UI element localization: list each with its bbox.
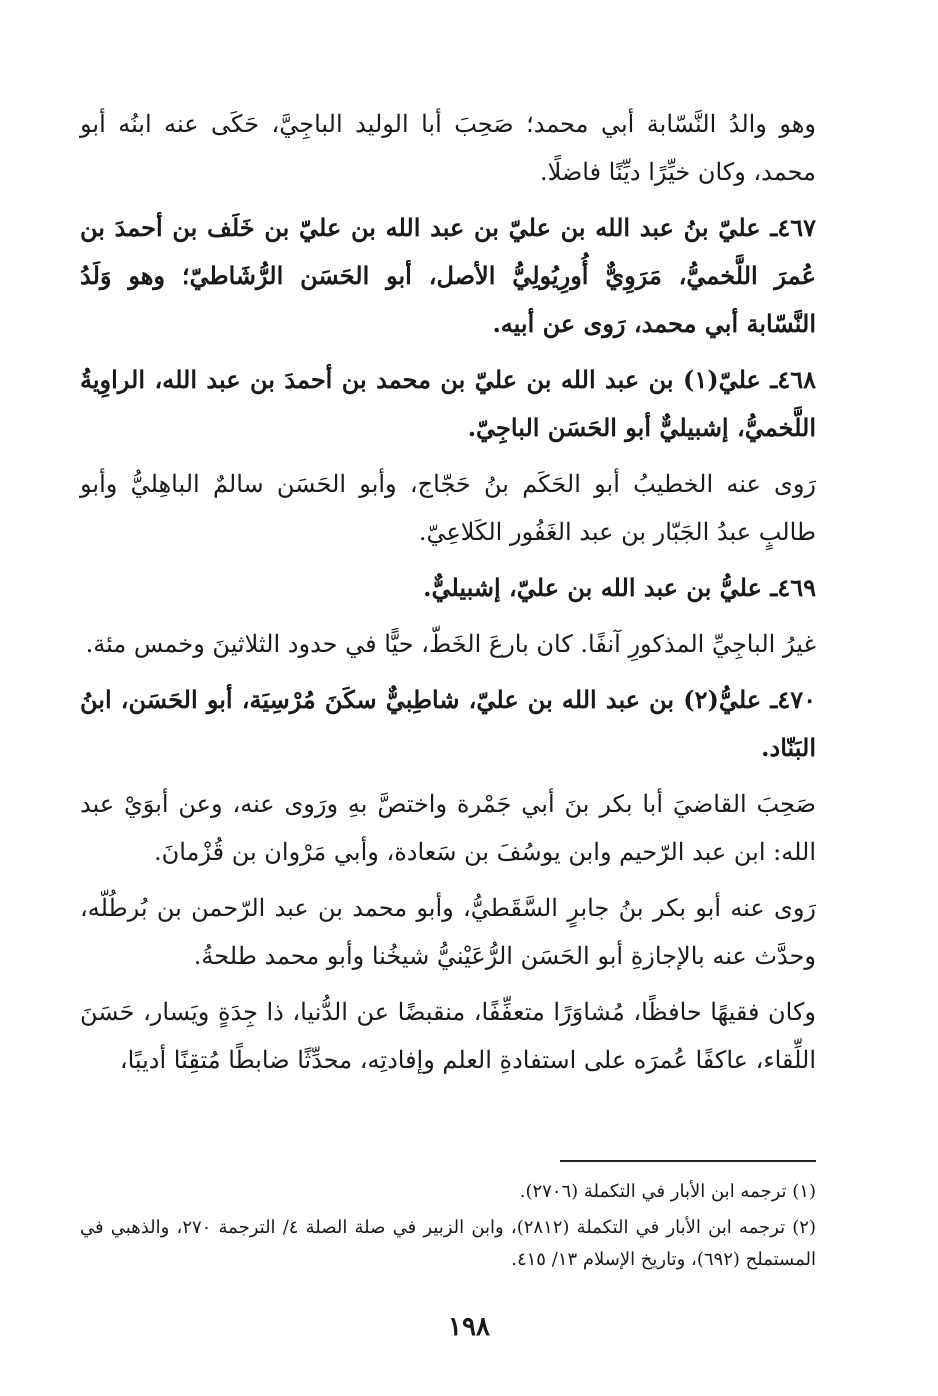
entry-468-heading: ٤٦٨ـ عليّ(١) [682,365,816,394]
entry-470-text: بن عبد الله بن عليّ، شاطِبيٌّ سكَنَ مُرْسِيَة، أبو الحَسَن، ابنُ البَنّاد. [80,685,816,762]
footnote-divider [560,1160,816,1162]
paragraph-1: وهو والدُ النَّسّابة أبي محمد؛ صَحِبَ أبا الوليد الباجِيَّ، حَكَى عنه ابنُه أبو محمد، وكان خيِّرًا ديِّنًا فاضلًا. [80,110,816,186]
paragraph-469-desc: غيرُ الباجِيِّ المذكورِ آنفًا. كان بارعَ الخَطّ، حيًّا في حدود الثلاثينَ وخمس مئة. [85,630,816,658]
entry-468 [80,356,816,452]
page-number: ١٩٨ [448,1312,490,1342]
entry-467: ٤٦٧ـ عليّ بنُ عبد الله بن عليّ بن عبد الله بن عليّ بن خَلَف بن أحمدَ بن عُمرَ اللَّخميُّ، مَرَوِيٌّ أُورِيُولِيُّ الأصل، أبو الحَسَن الرُّشَاطيّ؛ وهو وَلَدُ النَّسّابة أبي محمد، رَوى عن أبيه. [80,213,816,338]
footnotes [80,1176,816,1280]
entry-470-heading: ٤٧٠ـ عليُّ(٢) [683,685,816,714]
paragraph-468-narrators: رَوى عنه الخطيبُ أبو الحَكَم بنُ حَجّاج، وأبو الحَسَن سالمٌ الباهِليُّ وأبو طالبٍ عبدُ الجَبّار بن عبد الغَفُور الكَلاعِيّ. [80,470,816,546]
footnote-2: (٢) ترجمه ابن الأبار في التكملة (٢٨١٢)، وابن الزبير في صلة الصلة ٤/ الترجمة ٢٧٠، والذهبي في المستملح (٦٩٢)، وتاريخ الإسلام ١٣/ ٤١٥. [80,1217,816,1270]
main-text [80,100,816,1092]
paragraph-470-students: رَوى عنه أبو بكر بنُ جابرٍ السَّقَطيُّ، وأبو محمد بن عبد الرّحمن بن بُرطُلّه، وحدَّث عنه بالإجازةِ أبو الحَسَن الرُّعَيْنيُّ شيخُنا وأبو محمد طلحةُ. [80,894,816,970]
footnote-1: (١) ترجمه ابن الأبار في التكملة (٢٧٠٦). [519,1181,816,1202]
paragraph-470-description: وكان فقيهًا حافظًا، مُشاوَرًا متعفِّفًا، منقبضًا عن الدُّنيا، ذا جِدَةٍ ويَسار، حَسَنَ اللِّقاء، عاكفًا عُمرَه على استفادةِ العلم وإفادتِه، محدِّثًا ضابطًا مُتقِنًا أديبًا، [80,998,816,1074]
entry-470 [80,676,816,772]
entry-468-text: بن عبد الله بن عليّ بن محمد بن أحمدَ بن عبد الله، الراوِيةُ اللَّخميُّ، إشبيليٌّ أبو الحَسَن الباجِيّ. [80,365,816,442]
paragraph-470-teachers: صَحِبَ القاضيَ أبا بكر بنَ أبي جَمْرة واختصَّ بهِ ورَوى عنه، وعن أبوَيْ عبد الله: ابن عبد الرّحيم وابن يوسُفَ بن سَعادة، وأبي مَرْوان بن قُزْمانَ. [80,790,816,866]
entry-469: ٤٦٩ـ عليُّ بن عبد الله بن عليّ، إشبيليٌّ. [423,573,816,602]
